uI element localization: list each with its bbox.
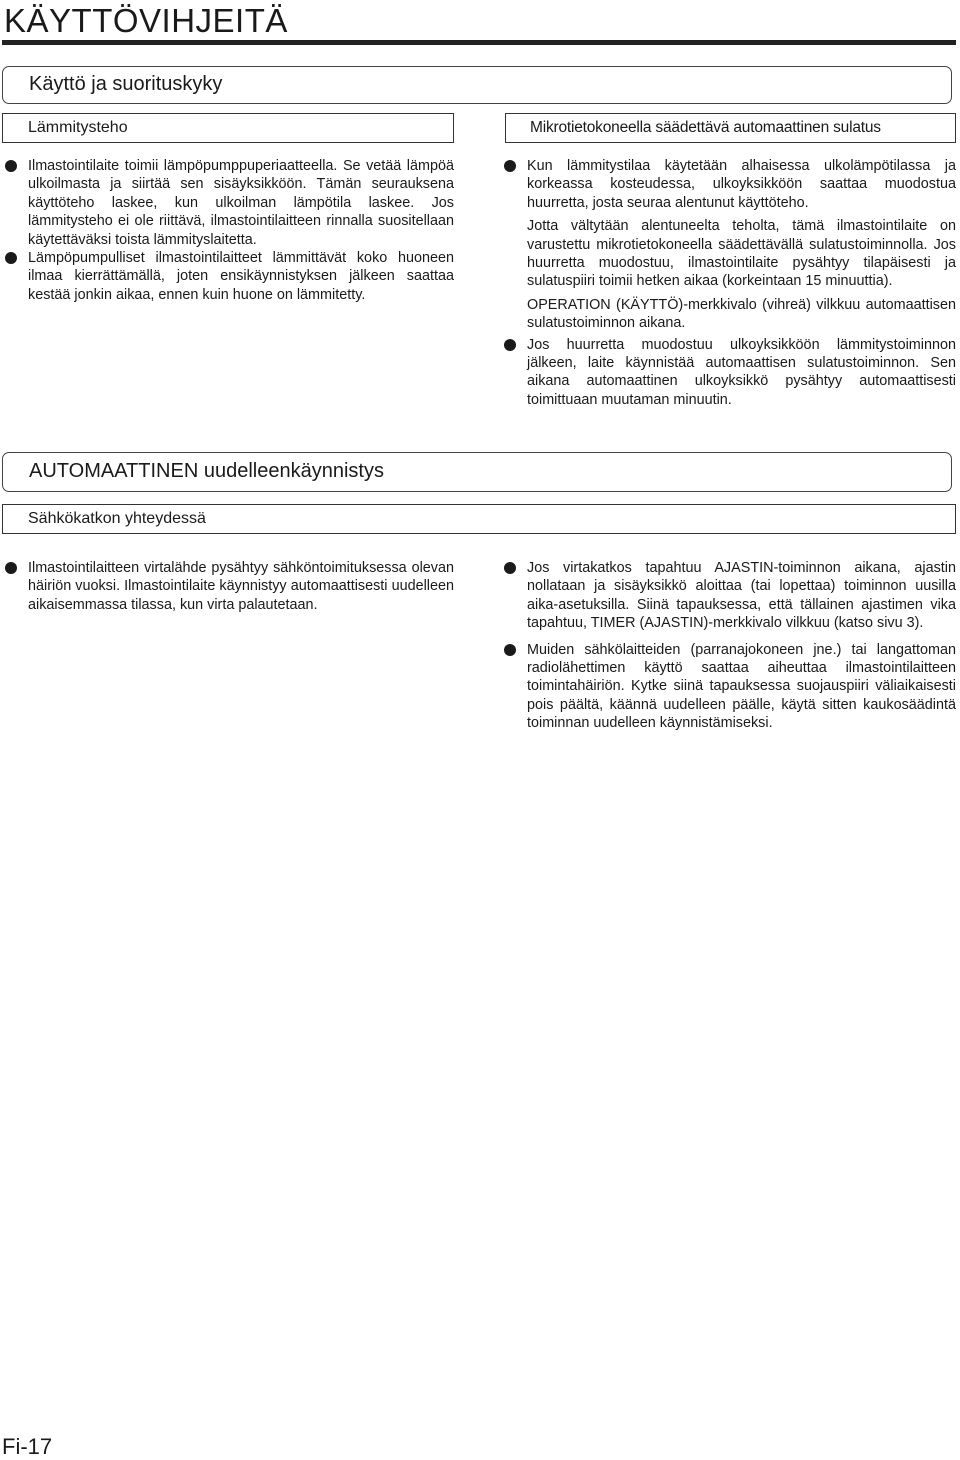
list-item-text: Muiden sähkölaitteiden (parranajokoneen jne.) tai langattoman radiolähettimen käyttö saattaa aiheuttaa ilmastointilaitteen toimintahäiriön. Kytke siinä tapauksessa suojauspiiri väliaikaisesti pois päältä, käännä uudelleen päälle, käytä sitten kaukosäädintä toiminnan uudelleen käynnistämiseksi.: [527, 641, 956, 732]
section-heading-box: [2, 66, 952, 104]
paragraph: Jotta vältytään alentuneelta teholta, tämä ilmastointilaite on varustettu mikrotietokoneella säädettävällä sulatustoiminnolla. Jos huurretta muodostuu, ilmastointilaite pysähtyy tilapäisesti ja sulatuspiiri toimii hetken aikaa (korkeintaan 15 minuuttia).: [527, 218, 956, 290]
list-item-text: Ilmastointilaitteen virtalähde pysähtyy sähköntoimituksessa olevan häiriön vuoksi. Ilmastointilaite käynnistyy automaattisesti uudelleen aikaisemmassa tilassa, kun virta palautetaan.: [28, 560, 454, 613]
list-item-text: Jos virtakatkos tapahtuu AJASTIN-toiminnon aikana, ajastin nollataan ja sisäyksikkö aloittaa (tai lopettaa) toiminnon uusilla aika-asetuksilla. Siinä tapauksessa, että tällainen ajastimen vika tapahtuu, TIMER (AJASTIN)-merkkivalo vilkkuu (katso sivu 3).: [527, 560, 956, 632]
list-item: [503, 336, 956, 410]
heating-column: [4, 157, 454, 304]
bullet-icon: [5, 562, 17, 574]
list-item-text: Lämpöpumpulliset ilmastointilaitteet lämmittävät koko huoneen ilmaa kierrättämällä, joten ensikäynnistyksen jälkeen saattaa kestää jonkin aikaa, ennen kuin huone on lämmitetty.: [28, 250, 454, 303]
page-number: Fi-17: [2, 1434, 53, 1459]
list-item: [503, 157, 956, 212]
page-title: KÄYTTÖVIHJEITÄ: [4, 2, 288, 39]
list-item-text: Jos huurretta muodostuu ulkoyksikköön lämmitystoiminnon jälkeen, laite käynnistää automaattisen sulatustoiminnon. Sen aikana automaattinen ulkoyksikkö pysähtyy automaattisesti toimittuaan muutaman minuutin.: [527, 336, 956, 408]
subheading-box: [2, 504, 956, 534]
list-item: [503, 559, 956, 633]
section-heading: AUTOMAATTINEN uudelleenkäynnistys: [29, 460, 384, 482]
list-item-text: Ilmastointilaite toimii lämpöpumppuperiaatteella. Se vetää lämpöä ulkoilmasta ja siirtää sen sisäyksikköön. Tämän seurauksena käyttöteho laskee, kun ulkoilman lämpötila laskee. Jos lämmitysteho ei ole riittävä, ilmastointilaitteen rinnalla suositellaan käytettäväksi toista lämmityslaitetta.: [28, 158, 454, 248]
list-item: [503, 641, 956, 733]
list-item-text: Kun lämmitystilaa käytetään alhaisessa ulkolämpötilassa ja korkeassa kosteudessa, ulkoyksikköön saattaa muodostua huurretta, josta seuraa alentunut käyttöteho.: [527, 158, 956, 211]
defrost-column: [503, 157, 956, 409]
paragraph: OPERATION (KÄYTTÖ)-merkkivalo (vihreä) vilkkuu automaattisen sulatustoiminnon aikana.: [527, 296, 956, 332]
subheading: Sähkökatkon yhteydessä: [28, 510, 206, 527]
subheading-box: [2, 113, 454, 143]
section-heading: Käyttö ja suorituskyky: [29, 73, 223, 95]
bullet-icon: [5, 160, 17, 172]
list-item: [4, 249, 454, 304]
bullet-icon: [504, 339, 516, 351]
subheading: Lämmitysteho: [28, 119, 128, 136]
bullet-icon: [5, 252, 17, 264]
power-failure-left-column: [4, 559, 454, 614]
list-item: [4, 559, 454, 614]
bullet-icon: [504, 562, 516, 574]
bullet-icon: [504, 160, 516, 172]
section-heading-box: [2, 452, 952, 492]
title-divider: [2, 40, 956, 45]
list-item: [4, 157, 454, 249]
subheading-box: [505, 113, 956, 143]
bullet-icon: [504, 644, 516, 656]
subheading: Mikrotietokoneella säädettävä automaattinen sulatus: [530, 119, 881, 136]
power-failure-right-column: [503, 559, 956, 733]
